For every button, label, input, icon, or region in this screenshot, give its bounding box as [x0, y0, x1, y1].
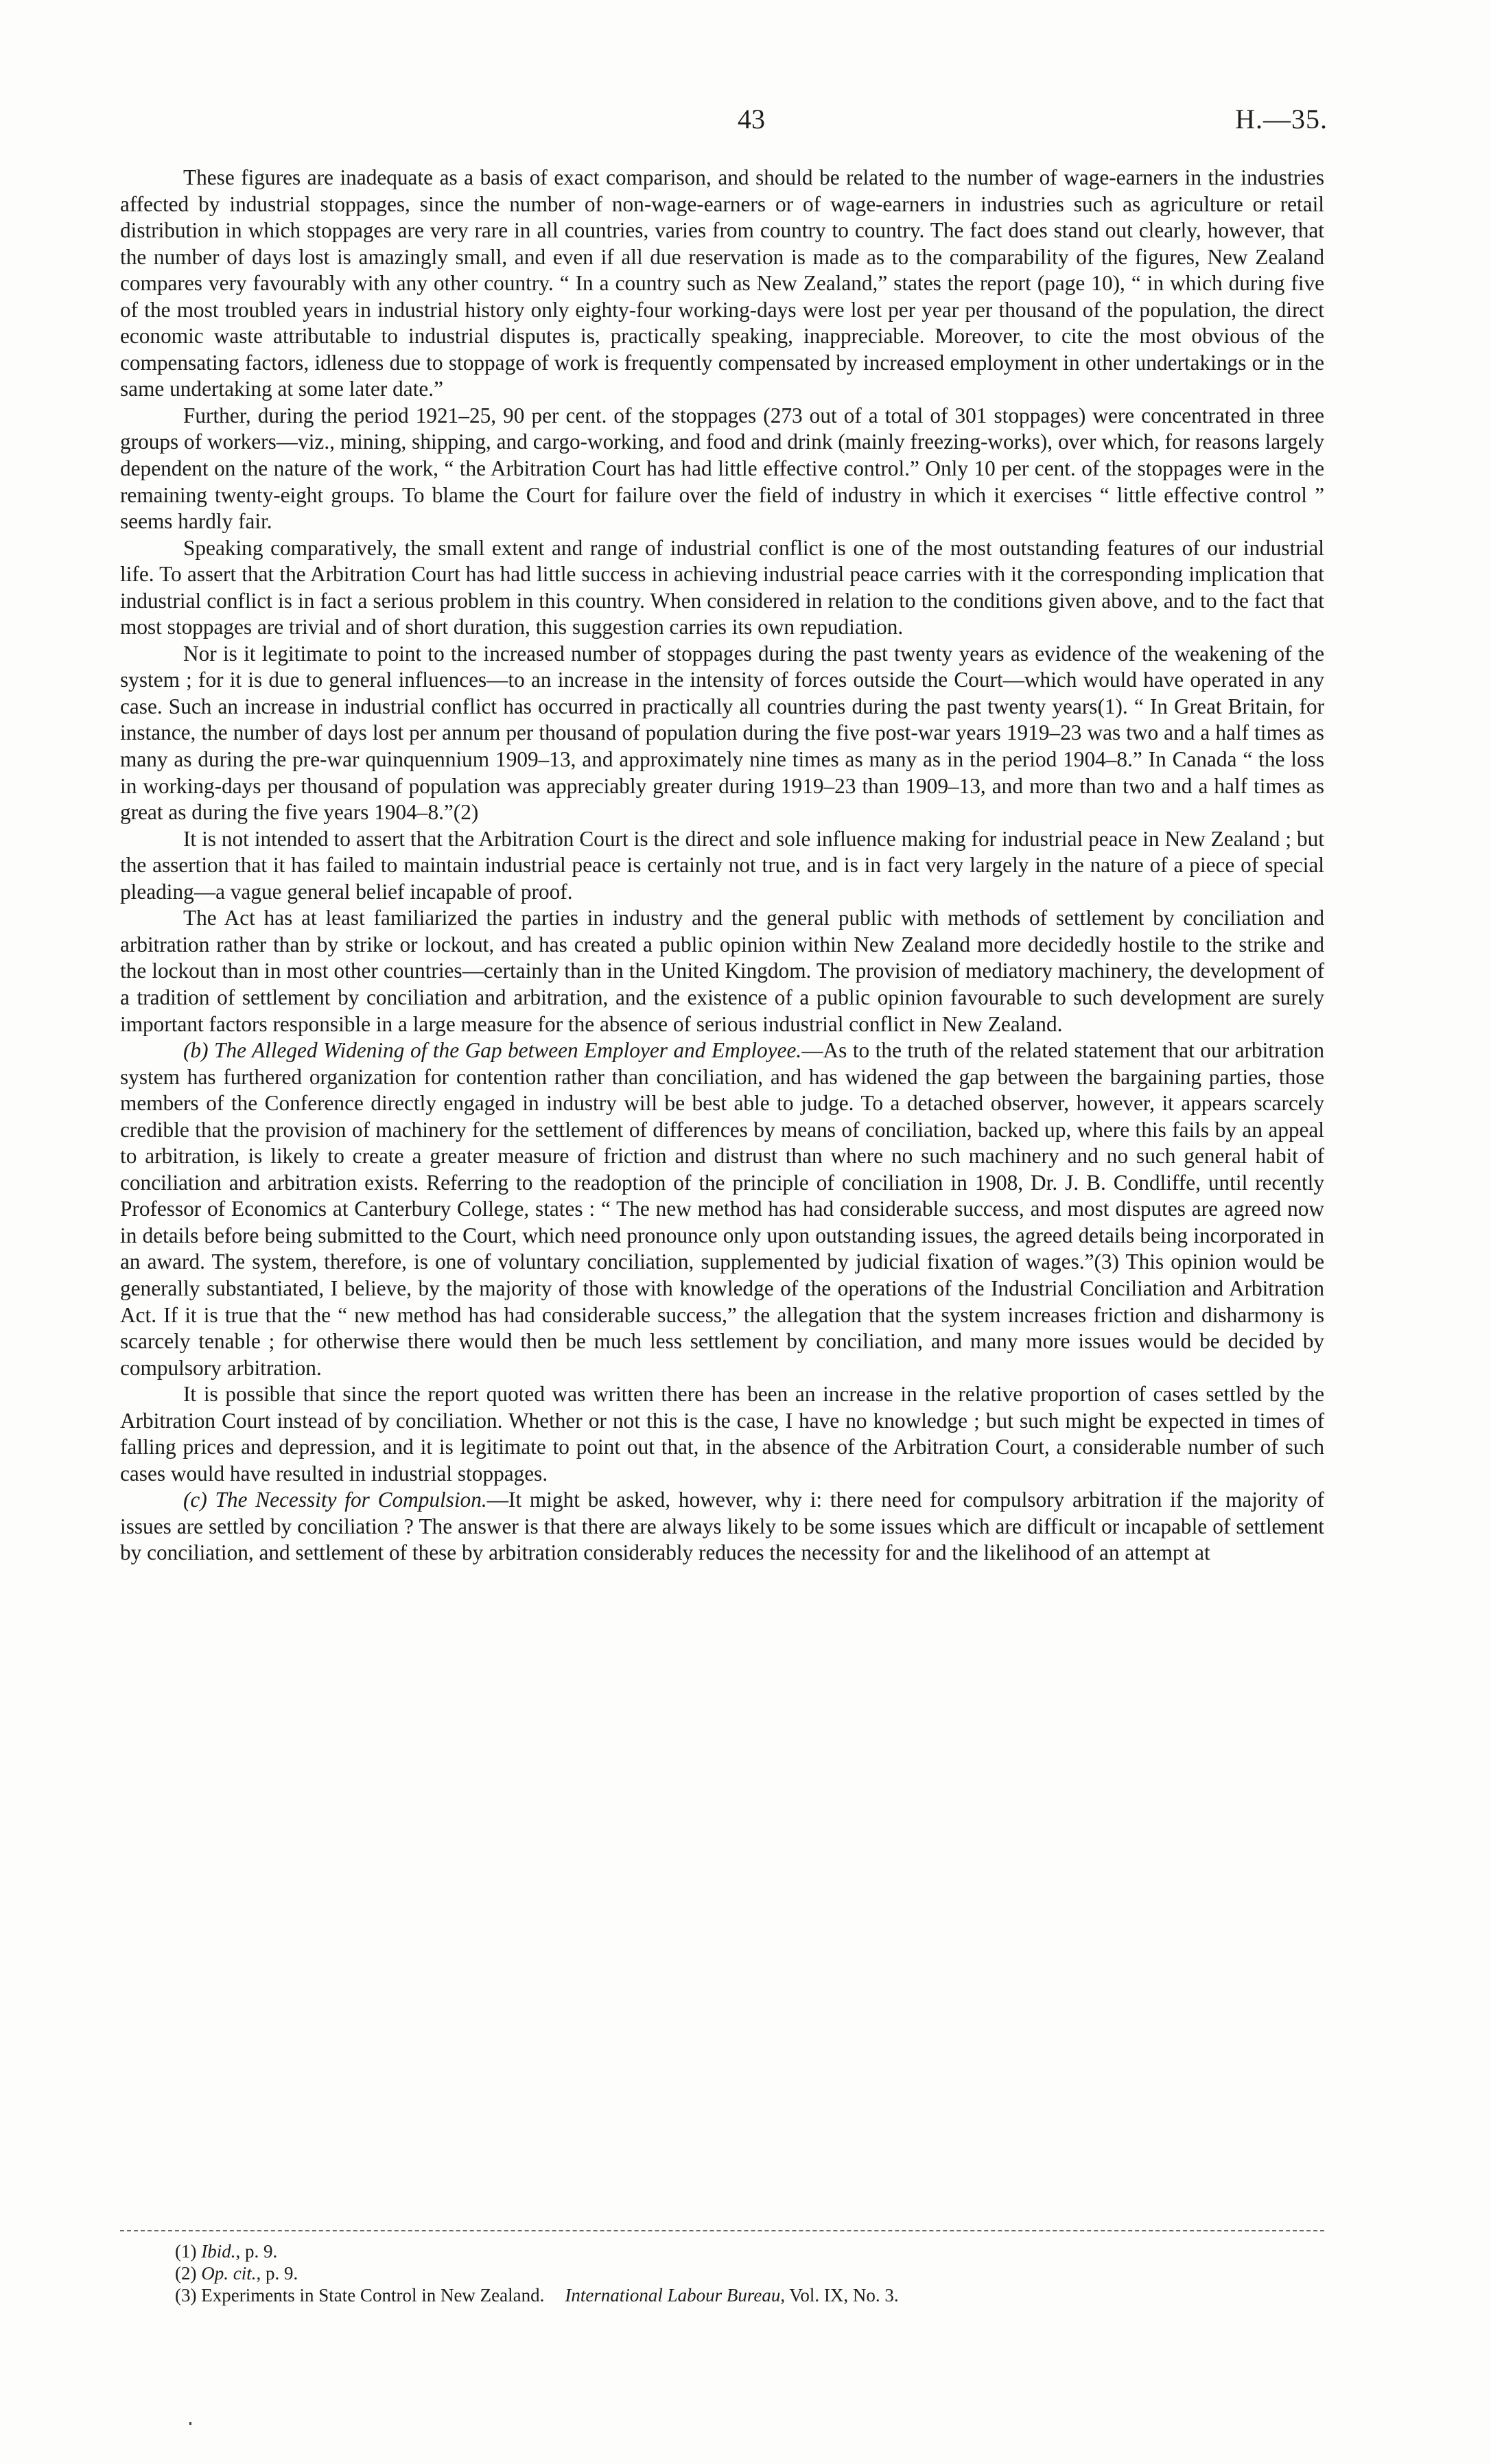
- paragraph-8: It is possible that since the report quoted was written there has been an increase in the relative proportion of cases settled by the Arbitration Court instead of by conciliation. Whether or not this is the case, I have no knowledge ; but such might be expected in times of falling prices and depression, and it is legitimate to point out that, in the absence of the Arbitration Court, a considerable number of such cases would have resulted in industrial stoppages.: [120, 1382, 1324, 1486]
- footnotes: [175, 2240, 1328, 2306]
- footnote-after: p. 9.: [240, 2241, 278, 2262]
- footnote-mark: (1): [175, 2241, 197, 2262]
- footnote-3: [175, 2284, 1328, 2306]
- footnote-after: p. 9.: [261, 2263, 298, 2284]
- paragraph-4: Nor is it legitimate to point to the increased number of stoppages during the past twenty years as evidence of the weakening of the system ; for it is due to general influences—to an increase in the intensity of forces outside the Court—which would have operated in any case. Such an increase in industrial conflict has occurred in practically all countries during the past twenty years(1). “ In Great Britain, for instance, the number of days lost per annum per thousand of population during the five post-war years 1919–23 was two and a half times as many as during the pre-war quinquennium 1909–13, and approximately nine times as many as in the period 1904–8.” In Canada “ the loss in working-days per thousand of population was appreciably greater during 1919–23 than 1909–13, and more than two and a half times as great as during the five years 1904–8.”(2): [120, 641, 1324, 825]
- footnote-italic: Op. cit.,: [201, 2263, 261, 2284]
- footnote-after: Vol. IX, No. 3.: [785, 2285, 899, 2305]
- page-number: 43: [738, 104, 765, 134]
- footnote-1: [175, 2240, 1328, 2262]
- paragraph-7-text: —As to the truth of the related statement that our arbitration system has furthered organization for contention rather than conciliation, and has widened the gap between the bargaining parties, those members of the Conference directly engaged in industry will be best able to judge. To a detached observer, however, it appears scarcely credible that the provision of machinery for the settlement of differences by means of conciliation, backed up, where this fails by an appeal to arbitration, is likely to create a greater measure of friction and distrust than where no such machinery and no such general habit of conciliation and arbitration exists. Referring to the readoption of the principle of conciliation in 1908, Dr. J. B. Condliffe, until recently Professor of Economics at Canterbury College, states : “ The new method has had considerable success, and most disputes are agreed now in details before being submitted to the Court, which need pronounce only upon outstanding issues, the agreed details being incorporated in an award. The system, therefore, is one of voluntary conciliation, supplemented by judicial fixation of wages.”(3) This opinion would be generally substantiated, I believe, by the majority of those with knowledge of the operations of the Industrial Conciliation and Arbitration Act. If it is true that the “ new method has had considerable success,” the allegation that the system increases friction and disharmony is scarcely tenable ; for otherwise there would then be much less settlement by conciliation, and many more issues would be decided by compulsory arbitration.: [120, 1038, 1324, 1380]
- paragraph-2: Further, during the period 1921–25, 90 per cent. of the stoppages (273 out of a total of 301 stoppages) were concentrated in three groups of workers—viz., mining, shipping, and cargo-working, and food and drink (mainly freezing-works), over which, for reasons largely dependent on the nature of the work, “ the Arbitration Court has had little effective control.” Only 10 per cent. of the stoppages were in the remaining twenty-eight groups. To blame the Court for failure over the field of industry in which it exercises “ little effective control ” seems hardly fair.: [120, 403, 1324, 534]
- section-heading-b: (b) The Alleged Widening of the Gap between Employer and Employee.: [183, 1038, 802, 1063]
- scan-speck: [189, 2422, 191, 2425]
- footnote-mark: (3): [175, 2285, 197, 2305]
- footnote-plain: Experiments in State Control in New Zealand.: [201, 2285, 545, 2305]
- footnote-divider: [120, 2230, 1324, 2231]
- footnote-italic: Ibid.,: [201, 2241, 241, 2262]
- body-text: [120, 165, 1324, 1567]
- document-reference: H.—35.: [1235, 104, 1328, 134]
- paragraph-7: [120, 1037, 1324, 1381]
- page-header: [175, 103, 1328, 144]
- paragraph-9: [120, 1487, 1324, 1567]
- paragraph-6: The Act has at least familiarized the parties in industry and the general public with methods of settlement by conciliation and arbitration rather than by strike or lockout, and has created a public opinion within New Zealand more decidedly hostile to the strike and the lockout than in most other countries—certainly than in the United Kingdom. The provision of mediatory machinery, the development of a tradition of settlement by conciliation and arbitration, and the existence of a public opinion favourable to such development are surely important factors responsible in a large measure for the absence of serious industrial conflict in New Zealand.: [120, 906, 1324, 1036]
- footnote-italic: International Labour Bureau,: [565, 2285, 786, 2305]
- footnote-2: [175, 2262, 1328, 2284]
- paragraph-1: These figures are inadequate as a basis of exact comparison, and should be related to the number of wage-earners in the industries affected by industrial stoppages, since the number of non-wage-earners or of wage-earners in industries such as agriculture or retail distribution in which stoppages are very rare in all countries, varies from country to country. The fact does stand out clearly, however, that the number of days lost is amazingly small, and even if all due reservation is made as to the comparability of the figures, New Zealand compares very favourably with any other country. “ In a country such as New Zealand,” states the report (page 10), “ in which during five of the most troubled years in industrial history only eighty-four working-days were lost per year per thousand of the population, the direct economic waste attributable to industrial disputes is, practically speaking, inappreciable. Moreover, to cite the most obvious of the compensating factors, idleness due to stoppage of work is frequently compensated by increased employment in other undertakings or in the same undertaking at some later date.”: [120, 165, 1324, 401]
- paragraph-3: Speaking comparatively, the small extent and range of industrial conflict is one of the most outstanding features of our industrial life. To assert that the Arbitration Court has had little success in achieving industrial peace carries with it the corresponding implication that industrial conflict is in fact a serious problem in this country. When considered in relation to the conditions given above, and to the fact that most stoppages are trivial and of short duration, this suggestion carries its own repudiation.: [120, 535, 1324, 640]
- paragraph-9-text: —It might be asked, however, why i: there need for compulsory arbitration if the majority of issues are settled by conciliation ? The answer is that there are always likely to be some issues which are difficult or incapable of settlement by conciliation, and settlement of these by arbitration considerably reduces the necessity for and the likelihood of an attempt at: [120, 1488, 1324, 1565]
- footnote-mark: (2): [175, 2263, 197, 2284]
- section-heading-c: (c) The Necessity for Compulsion.: [183, 1488, 487, 1512]
- paragraph-5: It is not intended to assert that the Arbitration Court is the direct and sole influence making for industrial peace in New Zealand ; but the assertion that it has failed to maintain industrial peace is certainly not true, and is in fact very largely in the nature of a piece of special pleading—a vague general belief incapable of proof.: [120, 826, 1324, 904]
